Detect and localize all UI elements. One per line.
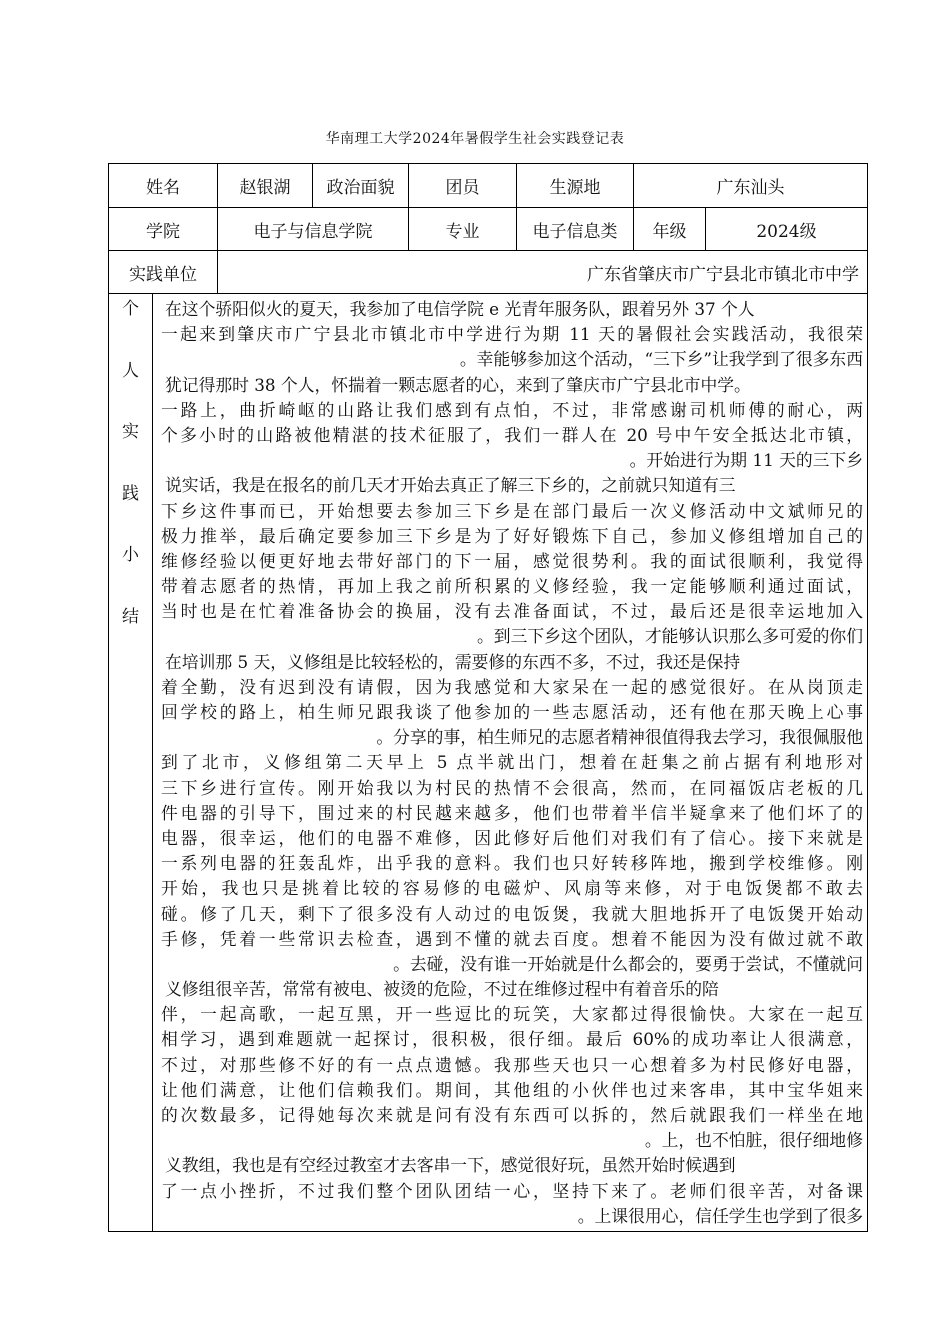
summary-line: 到了北市，义修组第二天早上 5 点半就出门，想着在赶集之前占据有利地形对 xyxy=(161,752,863,773)
summary-line: 。上，也不怕脏，很仔细地修 xyxy=(644,1130,863,1151)
grade-value: 2024级 xyxy=(706,208,868,251)
summary-line: 件电器的引导下，围过来的村民越来越多，他们也带着半信半疑拿来了他们坏了的 xyxy=(161,802,863,823)
summary-label-char: 结 xyxy=(122,606,139,627)
summary-line: 让他们满意，让他们信赖我们。期间，其他组的小伙伴也过来客串，其中宝华姐来 xyxy=(161,1079,863,1100)
practice-unit-value: 广东省肇庆市广宁县北市镇北市中学 xyxy=(218,251,868,294)
summary-line: 一起来到肇庆市广宁县北市镇北市中学进行为期 11 天的暑假社会实践活动，我很荣 xyxy=(161,324,863,345)
summary-line: 下乡这件事而已，开始想要去参加三下乡是在部门最后一次义修活动中文斌师兄的 xyxy=(161,500,863,521)
major-label: 专业 xyxy=(409,208,517,251)
major-value: 电子信息类 xyxy=(517,208,634,251)
row-personal-info xyxy=(109,164,868,208)
summary-line: 一系列电器的狂轰乱炸，出乎我的意料。我们也只好转移阵地，搬到学校维修。刚 xyxy=(161,853,863,874)
practice-unit-label: 实践单位 xyxy=(109,251,218,294)
summary-line: 在这个骄阳似火的夏天，我参加了电信学院 e 光青年服务队，跟着另外 37 个人 xyxy=(165,299,755,319)
summary-line: 。开始进行为期 11 天的三下乡 xyxy=(629,450,863,471)
political-status-value: 团员 xyxy=(409,164,517,208)
summary-line: 着全勤，没有迟到没有请假，因为我感觉和大家呆在一起的感觉很好。在从岗顶走 xyxy=(161,676,863,697)
summary-line: 。幸能够参加这个活动，“三下乡”让我学到了很多东西 xyxy=(459,349,863,370)
summary-line: 伴，一起高歌，一起互黑，开一些逗比的玩笑，大家都过得很愉快。大家在一起互 xyxy=(161,1004,863,1025)
summary-line: 说实话，我是在报名的前几天才开始去真正了解三下乡的，之前就只知道有三 xyxy=(165,475,736,496)
summary-line: 电器，很幸运，他们的电器不难修，因此修好后他们对我们有了信心。接下来就是 xyxy=(161,827,863,848)
summary-line: 犹记得那时 38 个人，怀揣着一颗志愿者的心，来到了肇庆市广宁县北市中学。 xyxy=(165,374,751,395)
summary-line: 带着志愿者的热情，再加上我之前所积累的义修经验，我一定能够顺利通过面试， xyxy=(161,576,863,597)
summary-label-column xyxy=(109,294,153,1232)
summary-line: 。上课很用心，信任学生也学到了很多 xyxy=(577,1205,863,1226)
origin-label: 生源地 xyxy=(517,164,634,208)
row-academic-info xyxy=(109,208,868,251)
summary-line: 手修，凭着一些常识去检查，遇到不懂的就去百度。想着不能因为没有做过就不敢 xyxy=(161,928,863,949)
summary-line: 当时也是在忙着准备协会的换届，没有去准备面试，不过，最后还是很幸运地加入 xyxy=(161,601,863,622)
summary-label-char: 个 xyxy=(122,299,139,319)
summary-label-char: 人 xyxy=(122,360,139,381)
form-title: 华南理工大学2024年暑假学生社会实践登记表 xyxy=(325,131,625,147)
summary-line: 的次数最多，记得她每次来就是问有没有东西可以拆的，然后就跟我们一样坐在地 xyxy=(161,1105,863,1125)
political-status-label: 政治面貌 xyxy=(313,164,409,208)
summary-line: 碰。修了几天，剩下了很多没有人动过的电饭煲，我就大胆地拆开了电饭煲开始动 xyxy=(161,903,863,924)
registration-form-table xyxy=(108,163,868,1232)
summary-line: 相学习，遇到难题就一起探讨，很积极，很仔细。最后 60%的成功率让人很满意， xyxy=(161,1029,863,1050)
name-label: 姓名 xyxy=(109,164,218,208)
summary-line: 个多小时的山路被他精湛的技术征服了，我们一群人在 20 号中午安全抵达北市镇， xyxy=(161,424,863,445)
summary-line: 义修组很辛苦，常常有被电、被烫的危险，不过在维修过程中有着音乐的陪 xyxy=(165,979,719,1000)
name-value: 赵银湖 xyxy=(218,164,313,208)
summary-label-char: 践 xyxy=(122,483,139,504)
summary-text-cell xyxy=(153,294,868,1232)
summary-line: 极力推举，最后确定要参加三下乡是为了好好锻炼下自己，参加义修组增加自己的 xyxy=(161,525,863,546)
summary-line: 在培训那 5 天，义修组是比较轻松的，需要修的东西不多，不过，我还是保持 xyxy=(165,651,741,672)
college-value: 电子与信息学院 xyxy=(218,208,409,251)
summary-line: 。分享的事，柏生师兄的志愿者精神很值得我去学习，我很佩服他 xyxy=(376,727,863,748)
summary-line: 维修经验以便更好地去带好部门的下一届，感觉很势利。我的面试很顺利，我觉得 xyxy=(161,550,863,571)
summary-line: 。到三下乡这个团队，才能够认识那么多可爱的你们 xyxy=(477,626,863,647)
summary-line: 回学校的路上，柏生师兄跟我谈了他参加的一些志愿活动，还有他在那天晚上心事 xyxy=(161,702,863,722)
summary-label-char: 小 xyxy=(122,545,139,566)
summary-line: 一路上，曲折崎岖的山路让我们感到有点怕，不过，非常感谢司机师傅的耐心，两 xyxy=(161,399,863,420)
summary-line: 不过，对那些修不好的有一点点遗憾。我那些天也只一心想着多为村民修好电器， xyxy=(161,1054,863,1075)
summary-line: 三下乡进行宣传。刚开始我以为村民的热情不会很高，然而，在同福饭店老板的几 xyxy=(161,777,863,798)
origin-value: 广东汕头 xyxy=(634,164,868,208)
row-personal-summary xyxy=(109,294,868,1232)
grade-label: 年级 xyxy=(634,208,706,251)
row-practice-unit xyxy=(109,251,868,294)
summary-label-char: 实 xyxy=(122,422,139,443)
summary-line: 了一点小挫折，不过我们整个团队团结一心，坚持下来了。老师们很辛苦，对备课 xyxy=(161,1180,863,1201)
summary-line: 。去碰，没有谁一开始就是什么都会的，要勇于尝试，不懂就问 xyxy=(393,953,863,974)
college-label: 学院 xyxy=(109,208,218,251)
summary-line: 义教组，我也是有空经过教室才去客串一下，感觉很好玩，虽然开始时候遇到 xyxy=(165,1155,736,1176)
summary-line: 开始，我也只是挑着比较的容易修的电磁炉、风扇等来修，对于电饭煲都不敢去 xyxy=(161,878,863,899)
